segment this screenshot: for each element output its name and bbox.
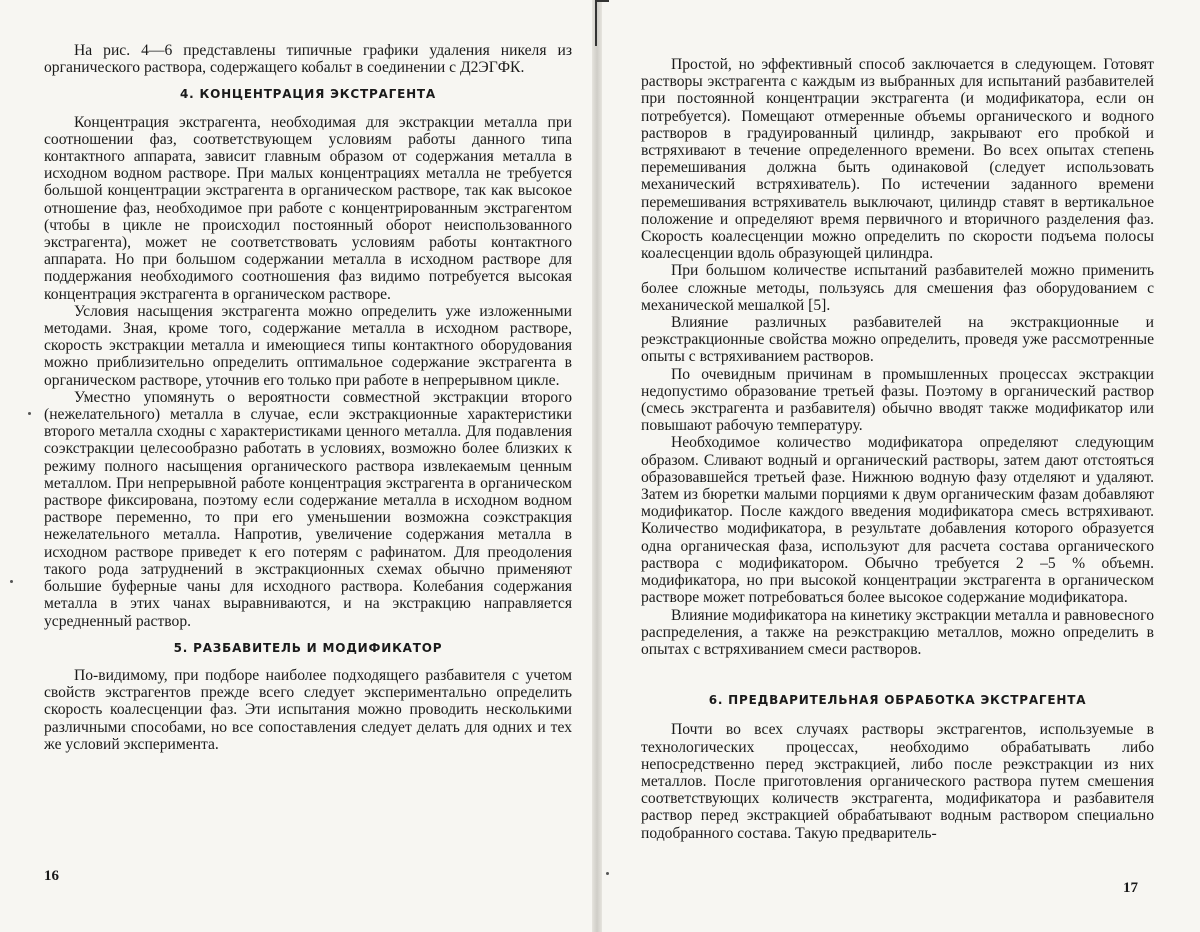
paragraph: По очевидным причинам в промышленных процессах экстракции недопустимо образование третьей фазы. Поэтому в органический раствор (смесь экстрагента и разбавителя) обычно вводят также модификатор или повышают рабочую температуру. <box>641 365 1154 435</box>
scan-speck <box>10 580 13 583</box>
page-number-right: 17 <box>1123 880 1138 896</box>
section-6-heading: 6. ПРЕДВАРИТЕЛЬНАЯ ОБРАБОТКА ЭКСТРАГЕНТА <box>708 693 1087 708</box>
paragraph: Влияние модификатора на кинетику экстракции металла и равновесного распределения, а также на реэкстракцию металлов, можно определить в опытах с встряхиванием смеси растворов. <box>641 606 1154 658</box>
scan-speck <box>606 872 609 875</box>
paragraph: Почти во всех случаях растворы экстрагентов, используемые в технологических процессах, необходимо обрабатывать либо непосредственно перед экстракцией, либо после реэкстракции из них металлов. После приготовления органического раствора путем смешения соответствующих количеств экстрагента, модификатора и разбавителя раствор перед экстракцией обрабатывают водным раствором специально подобранного состава. Такую предваритель- <box>641 721 1154 842</box>
paragraph: Влияние различных разбавителей на экстракционные и реэкстракционные свойства можно определить, проведя уже рассмотренные опыты с встряхиванием растворов. <box>641 314 1154 366</box>
paragraph: По-видимому, при подборе наиболее подходящего разбавителя с учетом свойств экстрагентов прежде всего следует экспериментально определить скорость коалесценции фаз. Эти испытания можно проводить несколькими различными способами, но все сопоставления следует делать для одних и тех же условий эксперимента. <box>44 666 572 753</box>
right-page <box>605 0 1200 932</box>
paragraph: При большом количестве испытаний разбавителей можно применить более сложные методы, пользуясь для смешения фаз оборудованием с механической мешалкой [5]. <box>641 262 1154 314</box>
scan-speck <box>28 412 31 415</box>
section-4-heading: 4. КОНЦЕНТРАЦИЯ ЭКСТРАГЕНТА <box>179 87 437 102</box>
section-5-heading: 5. РАЗБАВИТЕЛЬ И МОДИФИКАТОР <box>173 640 443 655</box>
left-page-text <box>44 42 572 753</box>
paragraph: Необходимое количество модификатора определяют следующим образом. Сливают водный и органический растворы, затем дают отстояться образовавшейся третьей фазе. Нижнюю водную фазу отделяют и удаляют. Затем из бюретки малыми порциями к двум органическим фазам добавляют модификатор. После каждого введения модификатора смесь встряхивают. Количество модификатора, в результате добавления которого образуется одна органическая фаза, используют для расчета состава органического раствора с модификатором. Обычно требуется 2 –5 % объемн. модификатора, но при высокой концентрации экстрагента в органическом растворе может потребоваться более высокое содержание модификатора. <box>641 434 1154 607</box>
paragraph: Концентрация экстрагента, необходимая для экстракции металла при соотношении фаз, соответствующем условиям работы данного типа контактного аппарата, зависит главным образом от содержания металла в исходном водном растворе. При малых концентрациях металла не требуется большой концентрации экстрагента в органическом растворе, так как высокое отношение фаз, необходимое при работе с концентрированным экстрагентом (чтобы в цикле не происходил постоянный оборот неиспользованного экстрагента), может не соответствовать условиям работы контактного аппарата. Но при большом содержании металла в исходном растворе для поддержания необходимого соотношения фаз видимо потребуется высокая концентрация экстрагента в органическом растворе. <box>44 113 572 303</box>
intro-paragraph: На рис. 4—6 представлены типичные графики удаления никеля из органического раствора, содержащего кобальт в соединении с Д2ЭГФК. <box>44 42 572 77</box>
right-page-text <box>641 56 1154 842</box>
paragraph: Условия насыщения экстрагента можно определить уже изложенными методами. Зная, кроме того, содержание металла в исходном растворе, скорость экстракции металла и имеющиеся типы контактного оборудования можно приблизительно определить оптимальное содержание экстрагента в органическом растворе, уточнив его только при работе в непрерывном цикле. <box>44 302 572 389</box>
left-page <box>0 0 590 932</box>
book-gutter <box>592 0 602 932</box>
paragraph: Уместно упомянуть о вероятности совместной экстракции второго (нежелательного) металла в случае, если экстракционные характеристики второго металла сходны с характеристиками ценного металла. Для подавления соэкстракции целесообразно работать в условиях, возможно более близких к режиму полного насыщения органического раствора извлекаемым ценным металлом. При непрерывной работе концентрация экстрагента в органическом растворе фиксирована, поэтому если содержание металла в исходном водном растворе переменно, то при его уменьшении возможна соэкстракция нежелательного металла. Напротив, увеличение содержания металла в исходном растворе приведет к его потерям с рафинатом. Для преодоления такого рода затруднений в экстракционных схемах обычно применяют большие буферные чаны для исходного раствора. Колебания содержания металла в этих чанах выравниваются, и на экстракцию направляется усредненный раствор. <box>44 388 572 630</box>
gutter-mark <box>595 0 597 46</box>
paragraph: Простой, но эффективный способ заключается в следующем. Готовят растворы экстрагента с каждым из выбранных для испытаний разбавителей при постоянной концентрации экстрагента (и модификатора, если он потребуется). Помещают отмеренные объемы органического и водного растворов в градуированный цилиндр, закрывают его пробкой и встряхивают в течение определенного времени. Во всех опытах степень перемешивания должна быть одинаковой (следует использовать механический встряхиватель). По истечении заданного времени перемешивания встряхиватель выключают, цилиндр ставят в вертикальное положение и определяют время первичного и вторичного разделения фаз. Скорость коалесценции можно определить по скорости подъема полосы коалесценции вдоль образующей цилиндра. <box>641 56 1154 263</box>
page-number-left: 16 <box>44 868 59 884</box>
